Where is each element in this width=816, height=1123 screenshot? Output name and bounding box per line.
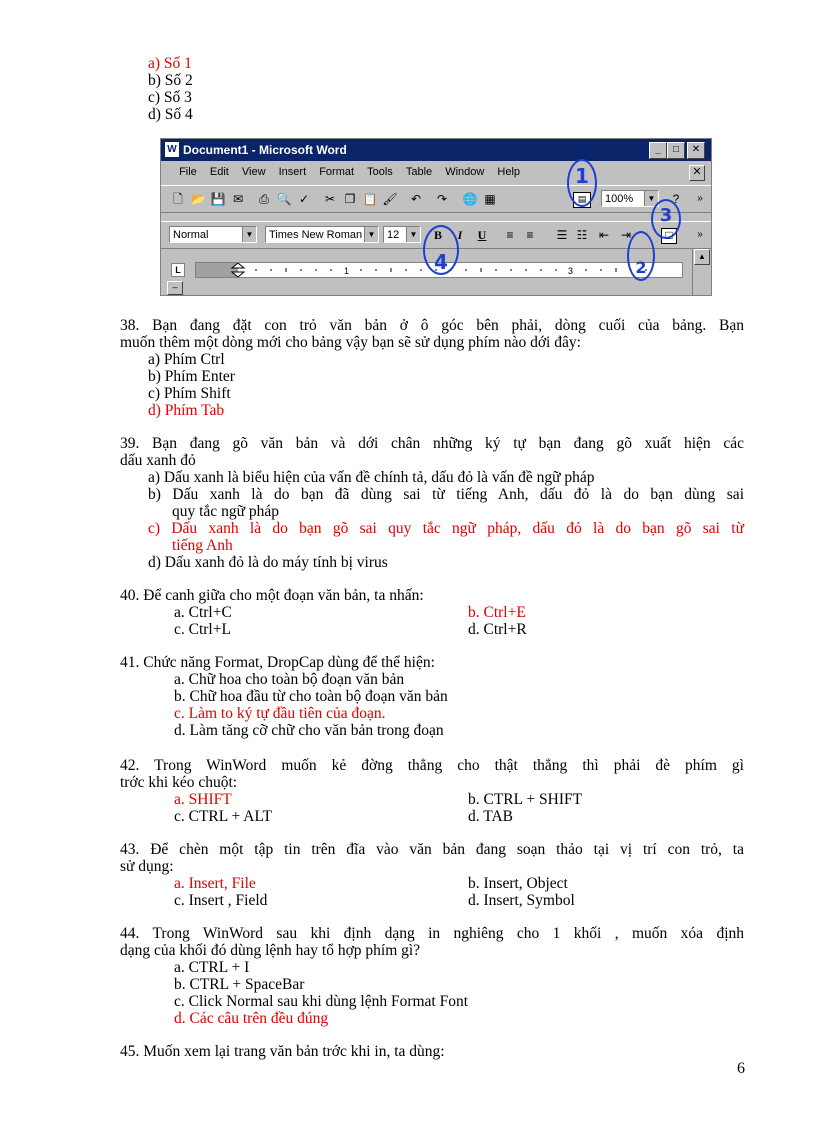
format-painter-icon[interactable]: 🖌: [382, 192, 398, 206]
spelling-icon[interactable]: ✓: [298, 192, 310, 206]
q41-stem: 41. Chức năng Format, DropCap dùng để thể hiện:: [120, 654, 435, 671]
q37-option-c: c) Số 3: [148, 89, 192, 106]
web-icon[interactable]: 🌐: [462, 192, 478, 206]
menu-table[interactable]: Table: [405, 166, 433, 178]
print-preview-icon[interactable]: 🔍: [276, 192, 292, 206]
menu-window[interactable]: Window: [445, 166, 485, 178]
tab-selector-icon[interactable]: L: [171, 263, 185, 277]
redo-icon[interactable]: ↷: [436, 192, 448, 206]
q41-option-b: b. Chữ hoa đầu từ cho toàn bộ đoạn văn bản: [174, 688, 448, 705]
page-number: 6: [737, 1060, 745, 1077]
annotation-4: 4: [423, 225, 459, 275]
q38-option-b: b) Phím Enter: [148, 368, 235, 385]
q40-option-b: b. Ctrl+E: [468, 604, 526, 621]
font-value: Times New Roman: [269, 229, 363, 241]
close-document-icon[interactable]: ✕: [689, 165, 705, 181]
align-left-icon[interactable]: ≡: [506, 228, 514, 242]
borders-icon[interactable]: □: [661, 228, 677, 244]
q43-option-c: c. Insert , Field: [174, 892, 268, 909]
annotation-3: 3: [651, 199, 681, 239]
q39-option-b-line1: b) Dấu xanh là do bạn đã dùng sai từ tiếng Anh, dấu đỏ là do bạn dùng sai: [148, 486, 744, 503]
align-center-icon[interactable]: ≡: [526, 228, 534, 242]
q42-option-d: d. TAB: [468, 808, 513, 825]
q39-option-c-line2: tiếng Anh: [172, 537, 233, 554]
annotation-2: 2: [627, 231, 655, 281]
menu-file[interactable]: File: [179, 166, 197, 178]
standard-toolbar: [161, 185, 711, 213]
q38-option-d: d) Phím Tab: [148, 402, 225, 419]
q40-option-c: c. Ctrl+L: [174, 621, 231, 638]
chevron-down-icon[interactable]: ▼: [242, 227, 256, 242]
q42-option-c: c. CTRL + ALT: [174, 808, 273, 825]
q44-option-a: a. CTRL + I: [174, 959, 250, 976]
zoom-combo[interactable]: [601, 190, 659, 207]
menu-insert[interactable]: Insert: [278, 166, 307, 178]
font-size-value: 12: [387, 229, 400, 241]
q39-option-a: a) Dấu xanh là biểu hiện của vấn đề chính tả, dấu đỏ là vấn đề ngữ pháp: [148, 469, 595, 486]
q44-stem-line2: dạng của khối đó dùng lệnh hay tổ hợp phím gì?: [120, 942, 421, 959]
menu-format[interactable]: Format: [319, 166, 355, 178]
new-document-icon[interactable]: 🗋: [173, 192, 183, 206]
save-icon[interactable]: 💾: [210, 192, 226, 206]
q41-option-a: a. Chữ hoa cho toàn bộ đoạn văn bản: [174, 671, 405, 688]
chevron-down-icon[interactable]: ▼: [644, 191, 658, 206]
q39-stem-line2: dấu xanh đỏ: [120, 452, 196, 469]
q38-option-a: a) Phím Ctrl: [148, 351, 225, 368]
menu-bar: [161, 163, 711, 183]
open-folder-icon[interactable]: 📂: [190, 192, 206, 206]
q39-option-d: d) Dấu xanh đỏ là do máy tính bị virus: [148, 554, 388, 571]
email-icon[interactable]: ✉: [232, 192, 244, 206]
menu-view[interactable]: View: [241, 166, 266, 178]
q39-option-b-line2: quy tắc ngữ pháp: [172, 503, 279, 520]
italic-button[interactable]: I: [457, 228, 463, 242]
style-combo[interactable]: [169, 226, 257, 243]
font-combo[interactable]: [265, 226, 379, 243]
print-icon[interactable]: ⎙: [259, 192, 269, 206]
q41-option-d: d. Làm tăng cỡ chữ cho văn bản trong đoạn: [174, 722, 444, 739]
q43-stem-line1: 43. Để chèn một tập tin trên đĩa vào văn bản đang soạn thảo tại vị trí con trỏ, ta: [120, 841, 744, 858]
copy-icon[interactable]: ❐: [344, 192, 356, 206]
q44-option-b: b. CTRL + SpaceBar: [174, 976, 305, 993]
undo-icon[interactable]: ↶: [410, 192, 422, 206]
bold-button[interactable]: B: [433, 228, 442, 242]
q40-option-a: a. Ctrl+C: [174, 604, 232, 621]
q42-option-b: b. CTRL + SHIFT: [468, 791, 583, 808]
q45-stem: 45. Muốn xem lại trang văn bản trớc khi in, ta dùng:: [120, 1043, 445, 1060]
underline-button[interactable]: U: [477, 228, 487, 242]
minimize-icon[interactable]: _: [649, 142, 667, 159]
word-app-icon: W: [165, 142, 179, 157]
q44-stem-line1: 44. Trong WinWord sau khi định dạng in nghiêng cho 1 khối , muốn xóa định: [120, 925, 744, 942]
menu-edit[interactable]: Edit: [209, 166, 229, 178]
q38-stem-line2: muốn thêm một dòng mới cho bảng vậy bạn sẽ sử dụng phím nào dới đây:: [120, 334, 581, 351]
scroll-up-icon[interactable]: ▲: [694, 249, 710, 265]
chevron-down-icon[interactable]: ▼: [406, 227, 420, 242]
vertical-scrollbar[interactable]: [692, 249, 711, 295]
q37-option-a: a) Số 1: [148, 55, 192, 72]
tables-borders-icon[interactable]: ▦: [484, 192, 496, 206]
annotation-1: 1: [567, 159, 597, 207]
q39-stem-line1: 39. Bạn đang gõ văn bản và dới chân những ký tự bạn đang gõ xuất hiện các: [120, 435, 744, 452]
menu-tools[interactable]: Tools: [367, 166, 393, 178]
q38-option-c: c) Phím Shift: [148, 385, 231, 402]
maximize-icon[interactable]: □: [667, 142, 685, 159]
q38-stem-line1: 38. Bạn đang đặt con trỏ văn bản ở ô góc bên phải, dòng cuối của bảng. Bạn: [120, 317, 744, 334]
q43-option-b: b. Insert, Object: [468, 875, 568, 892]
font-size-combo[interactable]: [383, 226, 421, 243]
bullets-icon[interactable]: ☷: [576, 228, 588, 242]
cut-icon[interactable]: ✂: [324, 192, 336, 206]
toolbar-more-icon[interactable]: »: [697, 229, 703, 240]
chevron-down-icon[interactable]: ▼: [364, 227, 378, 242]
svg-text:3: 3: [568, 266, 574, 276]
menu-help[interactable]: Help: [497, 166, 521, 178]
word-window-screenshot: [160, 138, 712, 296]
title-bar: [161, 139, 711, 161]
zoom-value: 100%: [605, 193, 634, 205]
q42-stem-line1: 42. Trong WinWord muốn kẻ đờng thẳng cho thật thẳng thì phải đè phím gì: [120, 757, 744, 774]
q43-stem-line2: sử dụng:: [120, 858, 174, 875]
q37-option-d: d) Số 4: [148, 106, 193, 123]
q40-option-d: d. Ctrl+R: [468, 621, 527, 638]
q42-option-a: a. SHIFT: [174, 791, 232, 808]
q44-option-d: d. Các câu trên đều đúng: [174, 1010, 329, 1027]
q43-option-a: a. Insert, File: [174, 875, 256, 892]
toolbar-more-icon[interactable]: »: [697, 193, 703, 204]
q41-option-c: c. Làm to ký tự đầu tiên của đoạn.: [174, 705, 386, 722]
q43-option-d: d. Insert, Symbol: [468, 892, 575, 909]
window-title: Document1 - Microsoft Word: [183, 143, 347, 157]
q39-option-c-line1: c) Dấu xanh là do bạn gõ sai quy tắc ngữ pháp, dấu đỏ là do bạn gõ sai từ: [148, 520, 744, 537]
view-toggle-icon[interactable]: –: [167, 281, 183, 295]
q44-option-c: c. Click Normal sau khi dùng lệnh Format Font: [174, 993, 469, 1010]
help-icon[interactable]: ?: [672, 192, 680, 206]
paste-icon[interactable]: 📋: [362, 192, 378, 206]
increase-indent-icon[interactable]: ⇥: [620, 228, 632, 242]
numbering-icon[interactable]: ☰: [556, 228, 568, 242]
svg-text:1: 1: [344, 266, 350, 276]
q42-stem-line2: trớc khi kéo chuột:: [120, 774, 238, 791]
style-value: Normal: [173, 229, 209, 241]
insert-table-icon[interactable]: ▤: [573, 192, 591, 208]
q40-stem: 40. Để canh giữa cho một đoạn văn bản, ta nhấn:: [120, 587, 424, 604]
close-icon[interactable]: ✕: [687, 142, 705, 159]
decrease-indent-icon[interactable]: ⇤: [598, 228, 610, 242]
q37-option-b: b) Số 2: [148, 72, 193, 89]
